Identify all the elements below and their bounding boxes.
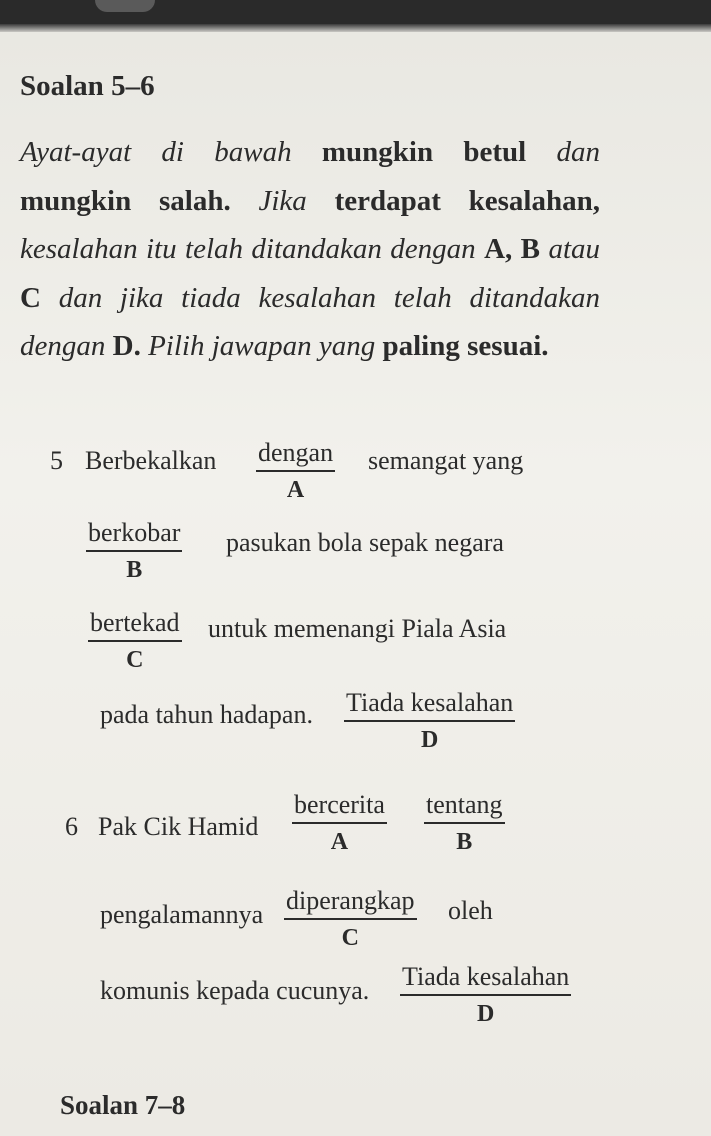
option-word: dengan [256,438,335,472]
option-a [292,790,387,860]
option-label: B [126,557,143,583]
question-text: komunis kepada cucunya. [100,976,370,1005]
top-edge [0,0,711,28]
option-word: tentang [424,790,505,824]
option-a [256,438,335,508]
question-text: Berbekalkan [85,446,217,475]
option-c [88,608,182,678]
option-word: bertekad [88,608,182,642]
question-text: pengalamannya [100,900,264,929]
question-text: Pak Cik Hamid [98,812,259,841]
section-heading: Soalan 5–6 [20,70,155,102]
option-word: berkobar [86,518,182,552]
option-label: C [341,925,359,951]
option-word: bercerita [292,790,387,824]
option-label: C [126,647,144,673]
question-text: pasukan bola sepak negara [226,528,504,557]
option-d [344,688,515,758]
next-section-heading: Soalan 7–8 [60,1090,186,1120]
option-d [400,962,571,1032]
option-word: Tiada kesalahan [400,962,571,996]
question-text: untuk memenangi Piala Asia [208,614,507,643]
option-word: diperangkap [284,886,417,920]
question-text: oleh [448,896,493,925]
option-c [284,886,417,956]
option-label: A [286,477,305,503]
option-label: D [420,727,439,753]
instructions: Ayat-ayat di bawah mungkin betul dan mungkin salah. Jika terdapat kesalahan, kesalahan itu telah ditandakan dengan A, B atau C dan jika tiada kesalahan telah ditandakan dengan D. Pilih jawapan yang paling sesuai. [20,136,601,362]
question-text: semangat yang [368,446,524,475]
question-number: 6 [65,812,78,841]
option-b [424,790,505,860]
option-label: B [456,829,473,855]
binding-notch [95,0,155,12]
option-label: D [476,1001,495,1027]
option-word: Tiada kesalahan [344,688,515,722]
option-label: A [330,829,349,855]
question-text: pada tahun hadapan. [100,700,313,729]
question-number: 5 [50,446,63,475]
option-b [86,518,182,588]
